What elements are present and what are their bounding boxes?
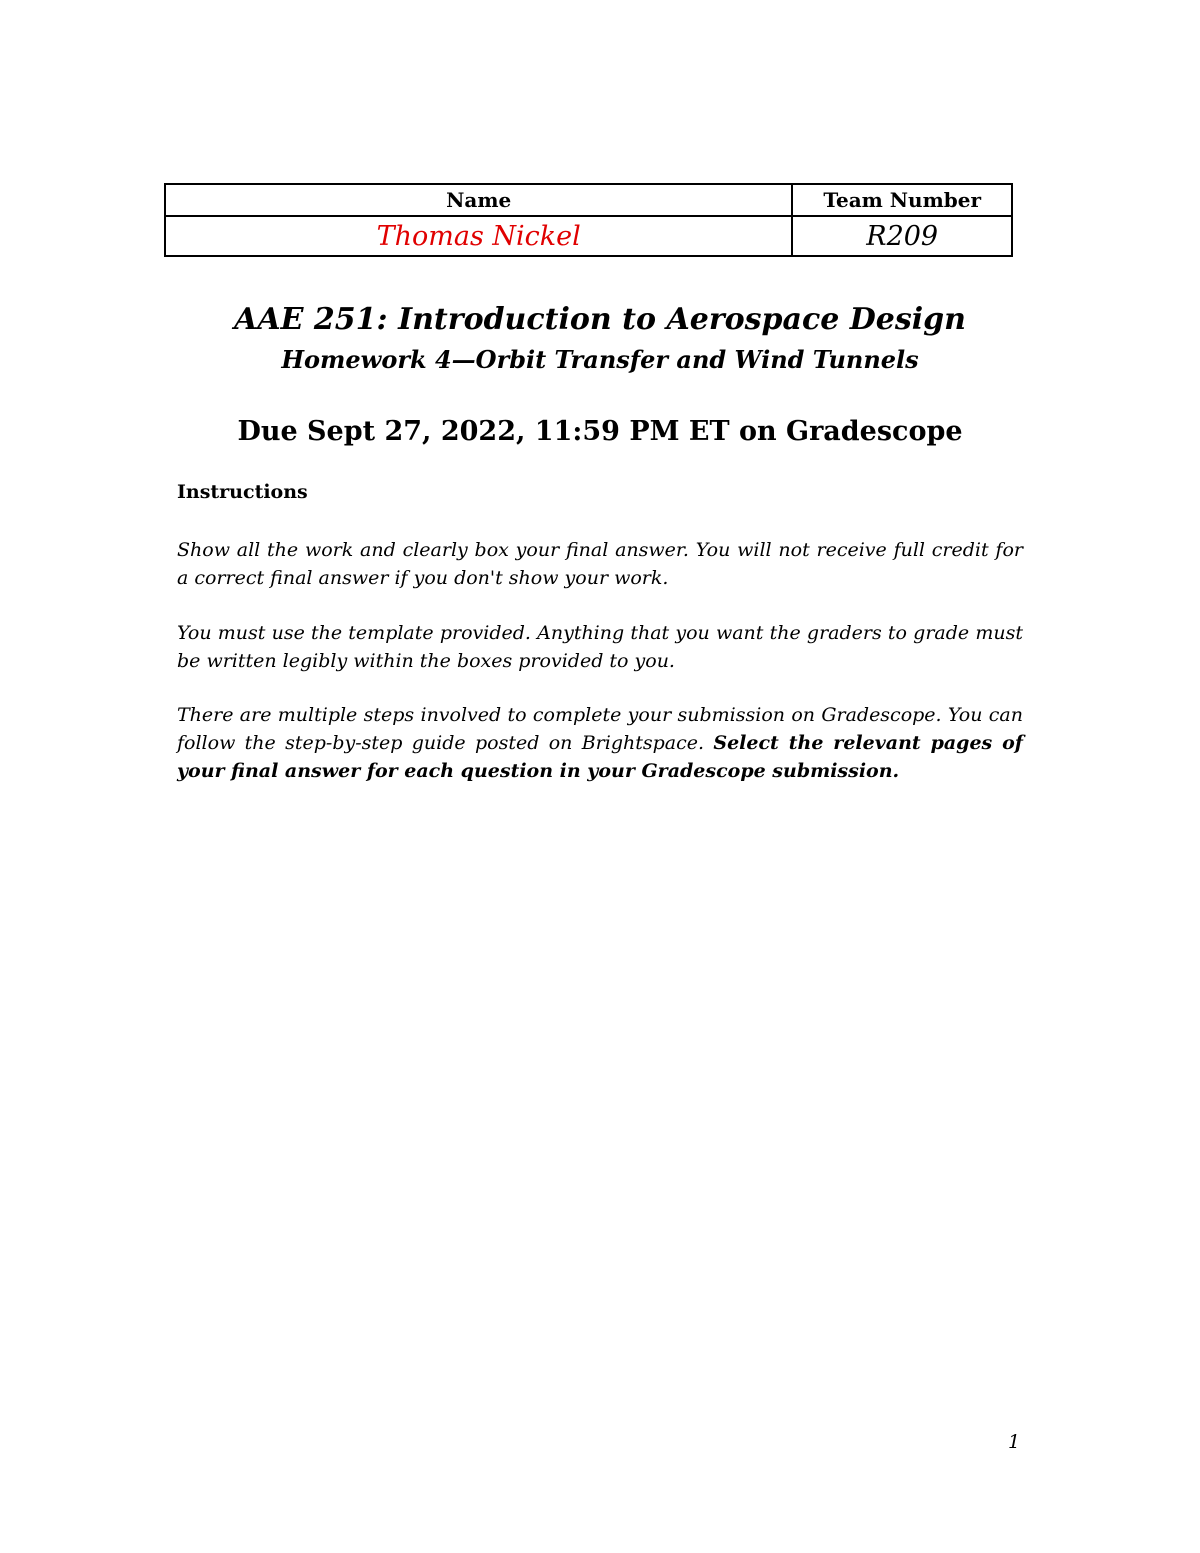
instructions-heading: Instructions <box>177 481 308 503</box>
instruction-paragraph-1: Show all the work and clearly box your final answer. You will not receive full credit for a correct final answer if you don't show your work. <box>177 539 1023 589</box>
name-team-table <box>164 183 1013 257</box>
instruction-paragraph-3 <box>177 701 1023 785</box>
instruction-paragraph-3-emphasis: Select the relevant pages of your final answer for each question in your Gradescope submission. <box>177 732 1023 782</box>
homework-title: Homework 4—Orbit Transfer and Wind Tunnels <box>281 345 919 374</box>
due-date-line: Due Sept 27, 2022, 11:59 PM ET on Gradescope <box>237 416 963 447</box>
instruction-paragraph-3-text: There are multiple steps involved to complete your submission on Gradescope. You can follow the step-by-step guide posted on Brightspace. <box>177 704 1023 754</box>
team-number-cell: R209 <box>792 216 1012 256</box>
team-number-header-cell: Team Number <box>792 184 1012 216</box>
name-header-cell: Name <box>165 184 792 216</box>
student-name-cell: Thomas Nickel <box>165 216 792 256</box>
table-header-row <box>165 184 1012 216</box>
table-value-row <box>165 216 1012 256</box>
page-number: 1 <box>1008 1431 1021 1453</box>
instruction-paragraph-2: You must use the template provided. Anything that you want the graders to grade must be written legibly within the boxes provided to you. <box>177 622 1023 672</box>
course-title: AAE 251: Introduction to Aerospace Design <box>234 302 966 337</box>
